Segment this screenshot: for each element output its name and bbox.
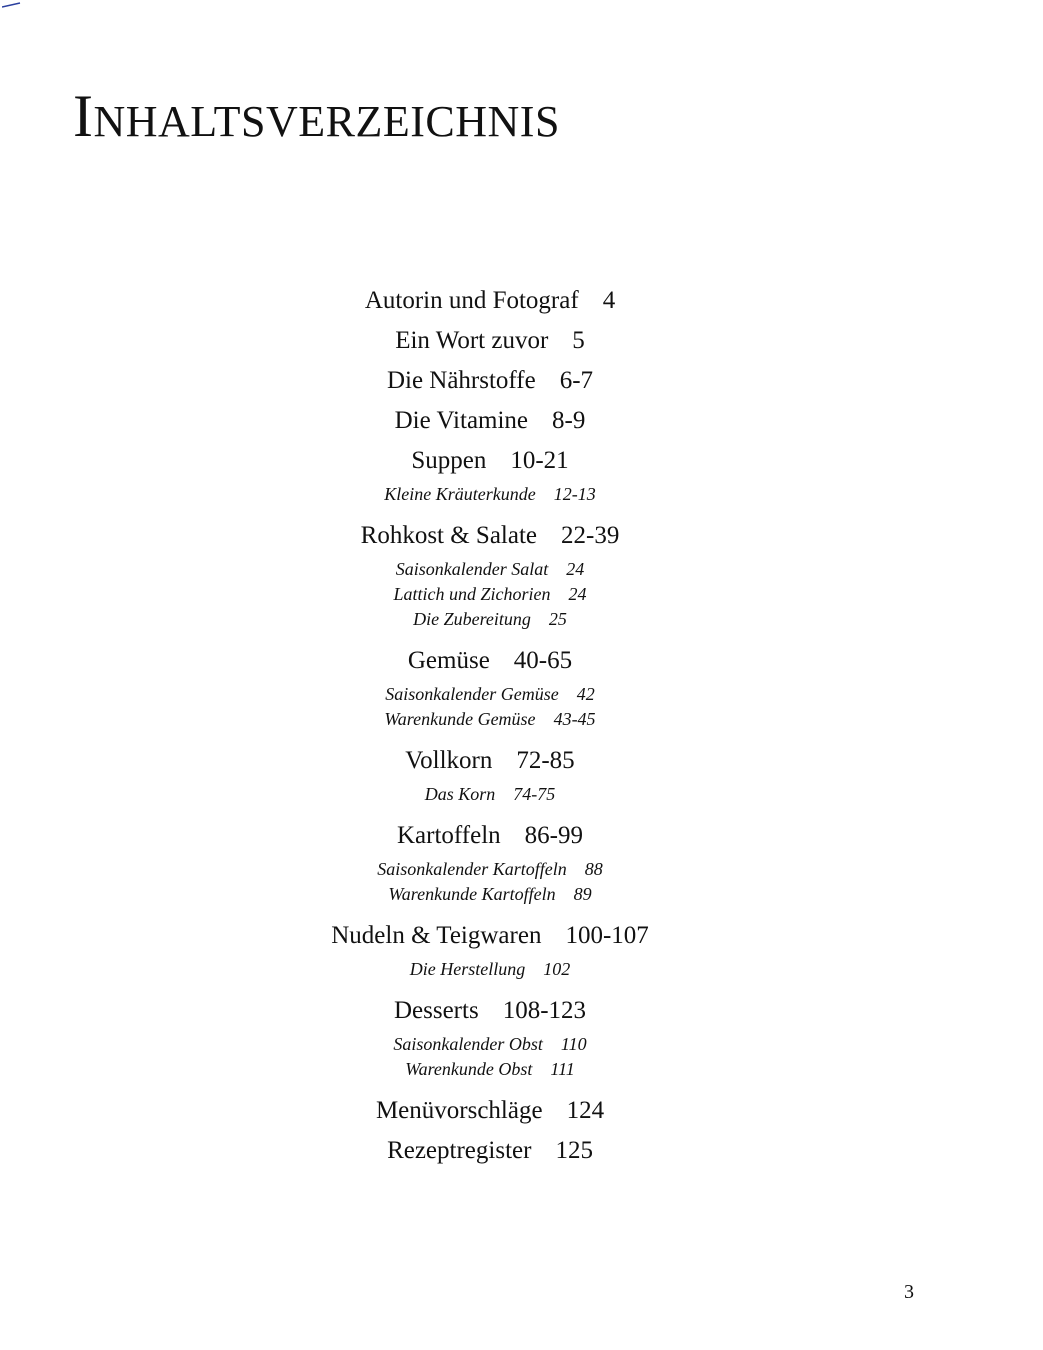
toc-subentry-page: 102 (543, 959, 571, 979)
toc-subentry-label: Das Korn (424, 784, 496, 804)
title-initial: I (73, 83, 94, 149)
toc-entry[interactable] (300, 284, 680, 324)
toc-subentry-page: 111 (550, 1059, 575, 1079)
toc-entry-page: 86-99 (524, 822, 583, 849)
toc-entry-page: 22-39 (561, 522, 620, 549)
toc-subentry-page: 24 (568, 584, 587, 604)
toc-subentry-page: 12-13 (553, 484, 596, 504)
toc-subentry-label: Saisonkalender Obst (393, 1034, 543, 1054)
toc-subentry[interactable] (300, 559, 680, 584)
table-of-contents (300, 284, 680, 1174)
toc-entry-page: 124 (566, 1097, 605, 1124)
toc-entry-page: 40-65 (513, 647, 573, 674)
toc-entry-label: Rohkost & Salate (360, 522, 538, 549)
toc-subentry-page: 74-75 (513, 784, 556, 804)
toc-entry-label: Nudeln & Teigwaren (331, 922, 542, 949)
toc-entry[interactable] (300, 919, 680, 959)
toc-entry-label: Desserts (393, 997, 479, 1024)
pen-mark (2, 2, 22, 8)
toc-entry-page: 6-7 (559, 367, 594, 394)
toc-subentry-page: 42 (576, 684, 595, 704)
toc-subentry[interactable] (300, 684, 680, 709)
toc-subentry-label: Saisonkalender Kartoffeln (377, 859, 567, 879)
toc-entry[interactable] (300, 519, 680, 559)
toc-subentry-label: Lattich und Zichorien (393, 584, 551, 604)
toc-entry-label: Ein Wort zuvor (395, 327, 549, 354)
toc-subentry-label: Warenkunde Obst (405, 1059, 533, 1079)
page-title (73, 83, 560, 149)
toc-subentry[interactable] (300, 1034, 680, 1059)
toc-entry[interactable] (300, 324, 680, 364)
toc-entry-label: Vollkorn (405, 747, 493, 774)
toc-entry-page: 100-107 (565, 922, 649, 949)
toc-entry-label: Rezeptregister (387, 1137, 532, 1164)
toc-entry[interactable] (300, 404, 680, 444)
page-number: 3 (904, 1281, 914, 1303)
toc-subentry-label: Kleine Kräuterkunde (384, 484, 536, 504)
toc-subentry[interactable] (300, 584, 680, 609)
toc-subentry-label: Warenkunde Gemüse (384, 709, 536, 729)
toc-entry[interactable] (300, 644, 680, 684)
toc-subentry-page: 24 (566, 559, 585, 579)
toc-subentry[interactable] (300, 884, 680, 909)
toc-subentry-page: 88 (584, 859, 603, 879)
toc-subentry-page: 25 (548, 609, 567, 629)
toc-subentry-label: Saisonkalender Gemüse (385, 684, 559, 704)
toc-entry[interactable] (300, 1094, 680, 1134)
toc-subentry-label: Die Herstellung (409, 959, 526, 979)
toc-entry-label: Gemüse (407, 647, 490, 674)
toc-entry-label: Die Vitamine (394, 407, 529, 434)
toc-subentry-label: Die Zubereitung (413, 609, 531, 629)
toc-entry-label: Die Nährstoffe (386, 367, 536, 394)
toc-entry-label: Suppen (411, 447, 487, 474)
toc-entry[interactable] (300, 994, 680, 1034)
toc-entry-label: Menüvorschläge (375, 1097, 543, 1124)
toc-subentry[interactable] (300, 1059, 680, 1084)
toc-entry[interactable] (300, 364, 680, 404)
toc-subentry-label: Warenkunde Kartoffeln (388, 884, 556, 904)
toc-subentry[interactable] (300, 959, 680, 984)
toc-entry[interactable] (300, 744, 680, 784)
toc-entry[interactable] (300, 1134, 680, 1174)
toc-entry-page: 5 (572, 327, 585, 354)
toc-entry-page: 4 (602, 287, 616, 314)
toc-entry-page: 108-123 (502, 997, 587, 1024)
toc-subentry-page: 89 (573, 884, 592, 904)
toc-subentry[interactable] (300, 709, 680, 734)
toc-subentry-label: Saisonkalender Salat (395, 559, 549, 579)
toc-subentry[interactable] (300, 609, 680, 634)
toc-subentry[interactable] (300, 784, 680, 809)
toc-subentry-page: 43-45 (553, 709, 596, 729)
toc-entry-label: Autorin und Fotograf (364, 287, 579, 314)
title-rest: NHALTSVERZEICHNIS (93, 97, 560, 146)
toc-subentry[interactable] (300, 484, 680, 509)
toc-entry-page: 8-9 (552, 407, 586, 434)
toc-subentry-page: 110 (560, 1034, 587, 1054)
toc-entry[interactable] (300, 819, 680, 859)
toc-entry-page: 10-21 (510, 447, 569, 474)
toc-entry-page: 72-85 (516, 747, 575, 774)
toc-entry-label: Kartoffeln (397, 822, 501, 849)
toc-subentry[interactable] (300, 859, 680, 884)
toc-entry-page: 125 (555, 1137, 593, 1164)
toc-entry[interactable] (300, 444, 680, 484)
